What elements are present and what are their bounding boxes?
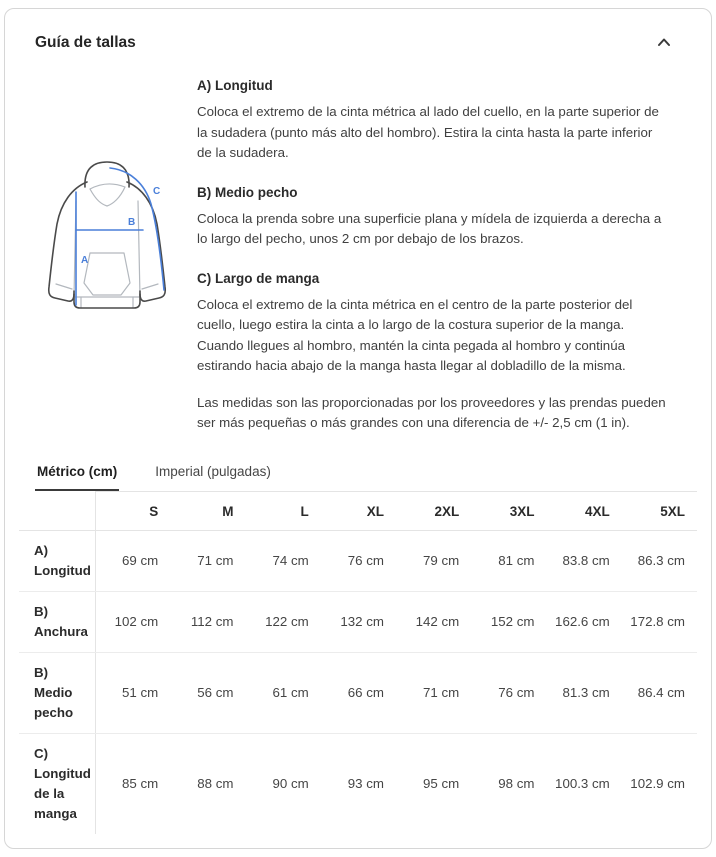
- table-cell: 172.8 cm: [622, 591, 697, 652]
- section-a-heading: A) Longitud: [197, 78, 273, 93]
- size-guide-panel: [4, 8, 712, 849]
- table-cell: 76 cm: [471, 652, 546, 733]
- diagram-label-b: B: [128, 217, 136, 228]
- table-cell: 85 cm: [122, 775, 159, 791]
- table-cell: 93 cm: [347, 775, 384, 791]
- table-cell: 79 cm: [396, 530, 471, 591]
- size-table: [19, 491, 697, 834]
- table-cell: 100.3 cm: [555, 775, 610, 791]
- chevron-up-icon: [657, 35, 671, 50]
- table-cell: 112 cm: [170, 591, 245, 652]
- hoodie-diagram: [25, 78, 197, 434]
- tab-metric[interactable]: Métrico (cm): [35, 458, 119, 491]
- size-col-header: 2XL: [396, 491, 471, 530]
- size-table-corner-cell: [19, 491, 95, 530]
- row-label-medio-pecho: B) Medio pecho: [19, 652, 95, 733]
- table-cell: 95 cm: [423, 775, 460, 791]
- size-col-header: S: [95, 491, 170, 530]
- table-cell: 76 cm: [321, 530, 396, 591]
- table-cell: 74 cm: [246, 530, 321, 591]
- size-table-header-row: [19, 491, 697, 530]
- table-cell: 66 cm: [321, 652, 396, 733]
- tab-imperial[interactable]: Imperial (pulgadas): [153, 458, 273, 491]
- row-label-anchura: B) Anchura: [19, 591, 95, 652]
- table-cell: 69 cm: [95, 530, 170, 591]
- size-col-header: 3XL: [471, 491, 546, 530]
- section-b-heading: B) Medio pecho: [197, 184, 298, 200]
- table-row: [19, 733, 697, 834]
- size-col-header: L: [246, 491, 321, 530]
- row-label-longitud-manga: C) Longitud de la manga: [19, 733, 95, 834]
- diagram-label-c: C: [153, 186, 161, 197]
- tolerance-disclaimer: Las medidas son las proporcionadas por los proveedores y las prendas pueden ser más pequeñas o más grandes con una diferencia de +/- 2,5 cm (1 in).: [197, 394, 666, 430]
- section-c-body: Coloca el extremo de la cinta métrica en el centro de la parte posterior del cuello, luego estira la cinta a lo largo de la costura superior de la manga. Cuando llegues al hombro, mantén la cinta pegada al hombro y continúa estirando hacia abajo de la manga hasta llegar al dobladillo de la misma.: [197, 296, 633, 373]
- row-label-longitud: A) Longitud: [19, 530, 95, 591]
- section-c-heading: C) Largo de manga: [197, 270, 320, 286]
- size-col-header: 5XL: [622, 491, 697, 530]
- table-cell: 152 cm: [471, 591, 546, 652]
- units-tabs: [35, 458, 697, 491]
- table-cell: 51 cm: [95, 652, 170, 733]
- table-cell: 81.3 cm: [547, 652, 622, 733]
- instructions-area: [19, 78, 697, 434]
- table-cell: 102 cm: [95, 591, 170, 652]
- table-cell: 162.6 cm: [547, 591, 622, 652]
- table-cell: 88 cm: [197, 775, 234, 791]
- table-row: [19, 591, 697, 652]
- table-cell: 86.4 cm: [622, 652, 697, 733]
- measuring-instructions: [197, 78, 695, 434]
- hoodie-measurement-illustration: [31, 156, 183, 320]
- table-cell: 83.8 cm: [547, 530, 622, 591]
- table-cell: 86.3 cm: [622, 530, 697, 591]
- section-a-body: Coloca el extremo de la cinta métrica al lado del cuello, en la parte superior de la sudadera (punto más alto del hombro). Estira la cinta hasta la parte inferior de la sudadera.: [197, 104, 659, 160]
- table-cell: 122 cm: [246, 591, 321, 652]
- table-cell: 132 cm: [321, 591, 396, 652]
- table-cell: 71 cm: [170, 530, 245, 591]
- table-cell: 81 cm: [471, 530, 546, 591]
- page-title: Guía de tallas: [35, 33, 136, 51]
- table-cell: 90 cm: [272, 775, 309, 791]
- table-cell: 102.9 cm: [630, 775, 685, 791]
- table-cell: 98 cm: [498, 775, 535, 791]
- size-col-header: 4XL: [547, 491, 622, 530]
- table-cell: 71 cm: [396, 652, 471, 733]
- size-col-header: M: [170, 491, 245, 530]
- size-col-header: XL: [321, 491, 396, 530]
- section-b-body: Coloca la prenda sobre una superficie plana y mídela de izquierda a derecha a lo largo del pecho, unos 2 cm por debajo de los brazos.: [197, 210, 662, 246]
- table-row: [19, 530, 697, 591]
- size-guide-header: [19, 25, 697, 54]
- table-cell: 56 cm: [170, 652, 245, 733]
- table-cell: 142 cm: [396, 591, 471, 652]
- collapse-panel-button[interactable]: [643, 31, 685, 54]
- table-cell: 61 cm: [246, 652, 321, 733]
- diagram-label-a: A: [81, 255, 89, 266]
- table-row: [19, 652, 697, 733]
